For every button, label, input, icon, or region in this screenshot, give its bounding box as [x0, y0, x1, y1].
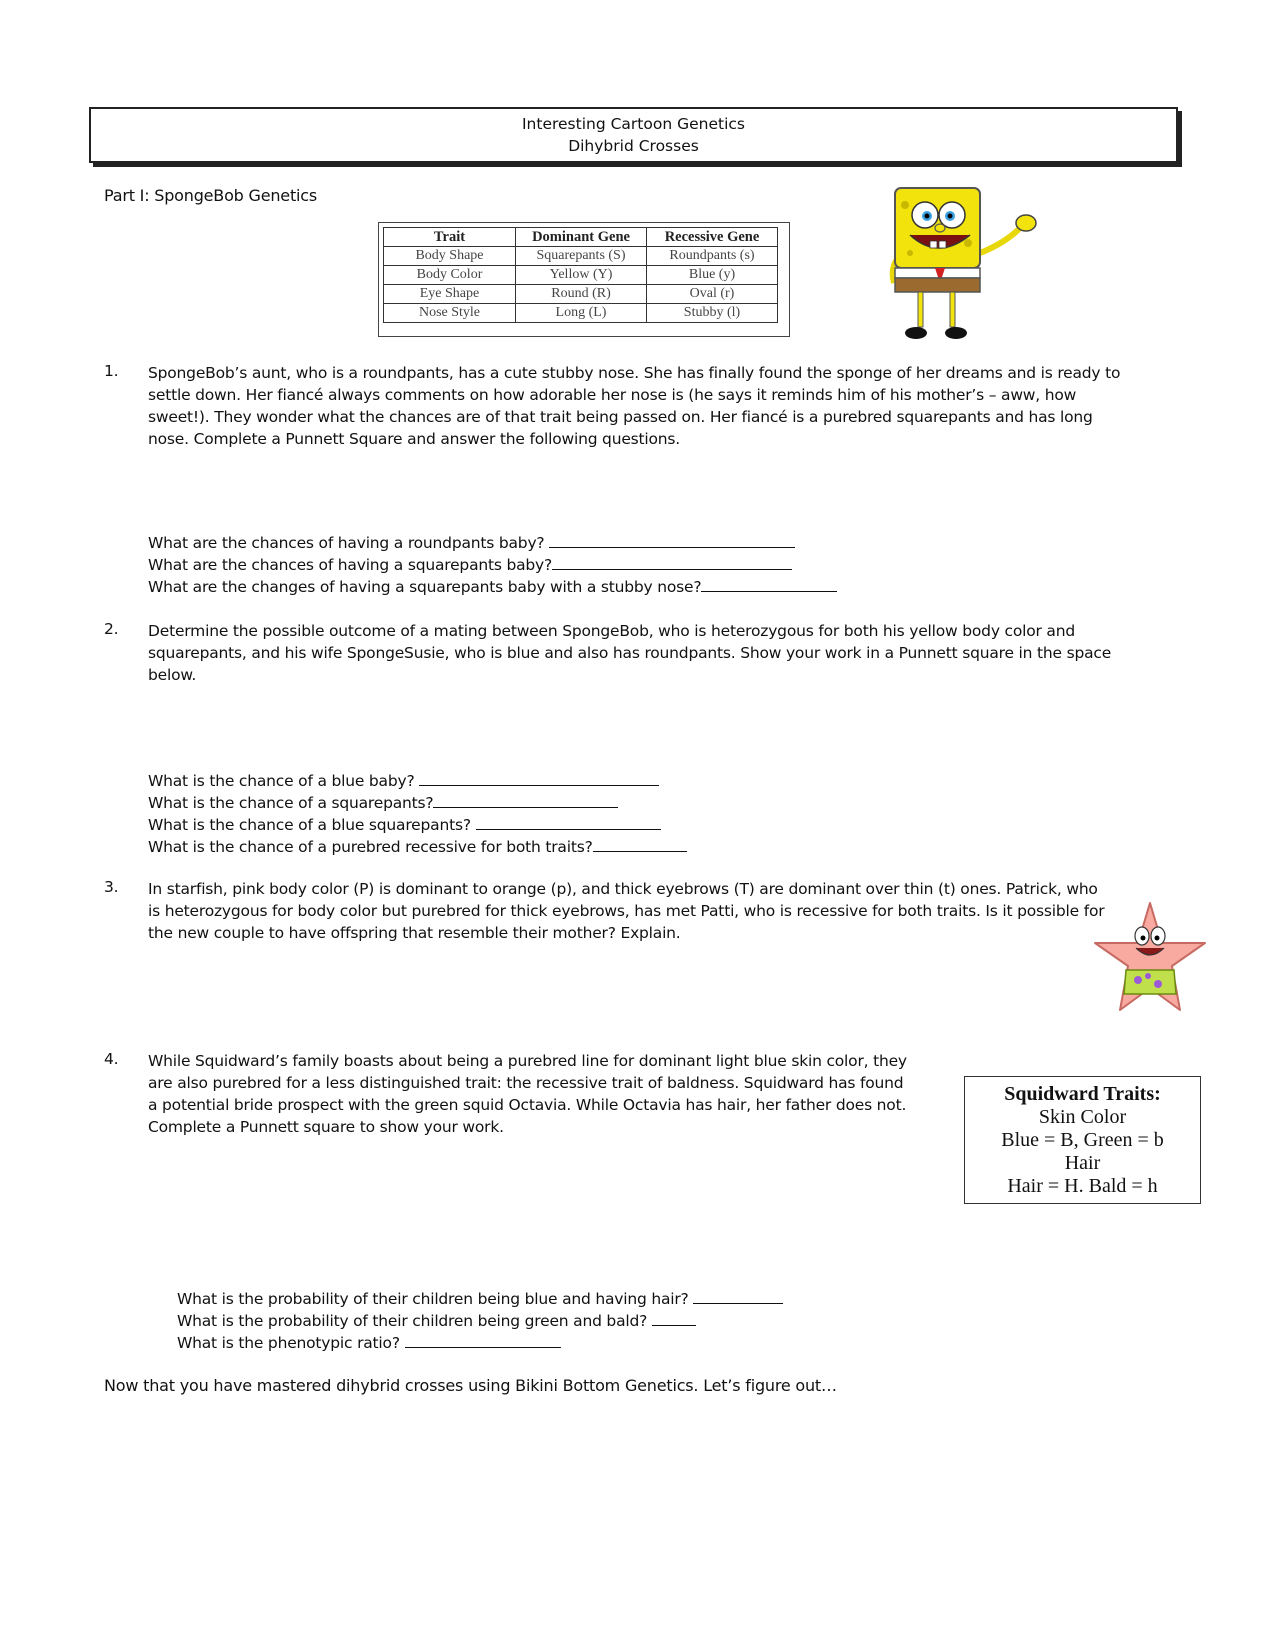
patrick-illustration	[1090, 898, 1210, 1023]
question-number: 1.	[104, 362, 119, 380]
answer-line	[148, 814, 661, 836]
question-label: What are the chances of having a roundpants baby?	[148, 534, 550, 552]
question-2-text: Determine the possible outcome of a mating between SpongeBob, who is heterozygous for both his yellow body color and squarepants, and his wife SpongeSusie, who is blue and also has roundpants. Show your work in a Punnett square in the space below.	[148, 622, 1112, 684]
table-cell: Stubby (l)	[647, 304, 778, 323]
table-cell: Oval (r)	[647, 285, 778, 304]
question-label: What are the changes of having a squarepants baby with a stubby nose?	[148, 578, 702, 596]
question-1-text: SpongeBob’s aunt, who is a roundpants, has a cute stubby nose. She has finally found the sponge of her dreams and is ready to settle down. Her fiancé always comments on how adorable her nose is (he says it reminds him of his mother’s – aww, how sweet!). They wonder what the chances are of that trait being passed on. Her fiancé is a purebred squarepants and has long nose. Complete a Punnett Square and answer the following questions.	[148, 364, 1121, 448]
question-number: 4.	[104, 1050, 119, 1068]
spongebob-illustration	[880, 183, 1050, 348]
answer-line	[177, 1310, 696, 1332]
question-label: What is the chance of a blue baby?	[148, 772, 420, 790]
table-header-cell: Recessive Gene	[647, 228, 778, 247]
closing-text: Now that you have mastered dihybrid crosses using Bikini Bottom Genetics. Let’s figure out…	[104, 1376, 837, 1395]
table-header-cell: Trait	[384, 228, 516, 247]
part-heading: Part I: SpongeBob Genetics	[104, 186, 317, 205]
table-cell: Eye Shape	[384, 285, 516, 304]
question-4-text: While Squidward’s family boasts about being a purebred line for dominant light blue skin color, they are also purebred for a less distinguished trait: the recessive trait of baldness. Squidward has found a potential bride prospect with the green squid Octavia. While Octavia has hair, her father does not. Complete a Punnett square to show your work.	[148, 1052, 907, 1136]
answer-blank[interactable]	[693, 1288, 783, 1304]
answer-line	[148, 554, 792, 576]
table-cell: Long (L)	[516, 304, 647, 323]
table-row	[384, 247, 778, 266]
table-cell: Nose Style	[384, 304, 516, 323]
squidward-traits-box	[964, 1076, 1201, 1204]
table-cell: Round (R)	[516, 285, 647, 304]
trait-table	[383, 227, 778, 323]
title-box	[89, 107, 1178, 163]
page-title: Interesting Cartoon Genetics	[521, 115, 745, 133]
squidward-box-line: Blue = B, Green = b	[1001, 1129, 1164, 1151]
answer-blank[interactable]	[593, 836, 687, 852]
question-label: What are the chances of having a squarepants baby?	[148, 556, 553, 574]
answer-blank[interactable]	[552, 554, 792, 570]
table-cell: Body Color	[384, 266, 516, 285]
trait-table-frame	[378, 222, 790, 337]
answer-blank[interactable]	[405, 1332, 561, 1348]
answer-blank[interactable]	[419, 770, 659, 786]
squidward-box-title: Squidward Traits:	[1004, 1083, 1161, 1105]
page-subtitle: Dihybrid Crosses	[568, 137, 699, 155]
question-label: What is the phenotypic ratio?	[177, 1334, 405, 1352]
answer-line	[148, 576, 837, 598]
question-number: 3.	[104, 878, 119, 896]
answer-line	[148, 792, 618, 814]
answer-blank[interactable]	[476, 814, 661, 830]
answer-line	[177, 1288, 783, 1310]
table-header-cell: Dominant Gene	[516, 228, 647, 247]
table-cell: Roundpants (s)	[647, 247, 778, 266]
question-number: 2.	[104, 620, 119, 638]
question-label: What is the probability of their children being green and bald?	[177, 1312, 652, 1330]
answer-line	[177, 1332, 561, 1354]
answer-blank[interactable]	[433, 792, 618, 808]
table-cell: Blue (y)	[647, 266, 778, 285]
squidward-box-line: Hair	[1064, 1152, 1101, 1174]
answer-blank[interactable]	[652, 1310, 696, 1326]
question-label: What is the chance of a blue squarepants?	[148, 816, 476, 834]
question-3-text: In starfish, pink body color (P) is dominant to orange (p), and thick eyebrows (T) are dominant over thin (t) ones. Patrick, who is heterozygous for body color but purebred for thick eyebrows, has met Patti, who is recessive for both traits. Is it possible for the new couple to have offspring that resemble their mother? Explain.	[148, 880, 1105, 942]
question-label: What is the chance of a squarepants?	[148, 794, 434, 812]
answer-line	[148, 770, 659, 792]
table-row	[384, 304, 778, 323]
table-cell: Body Shape	[384, 247, 516, 266]
answer-blank[interactable]	[549, 532, 795, 548]
answer-line	[148, 532, 795, 554]
table-row	[384, 266, 778, 285]
table-header-row	[384, 228, 778, 247]
table-row	[384, 285, 778, 304]
question-label: What is the probability of their children being blue and having hair?	[177, 1290, 694, 1308]
question-label: What is the chance of a purebred recessive for both traits?	[148, 838, 593, 856]
answer-line	[148, 836, 687, 858]
answer-blank[interactable]	[701, 576, 837, 592]
table-cell: Yellow (Y)	[516, 266, 647, 285]
table-cell: Squarepants (S)	[516, 247, 647, 266]
squidward-box-line: Hair = H. Bald = h	[1007, 1175, 1158, 1197]
squidward-box-line: Skin Color	[1038, 1106, 1127, 1128]
